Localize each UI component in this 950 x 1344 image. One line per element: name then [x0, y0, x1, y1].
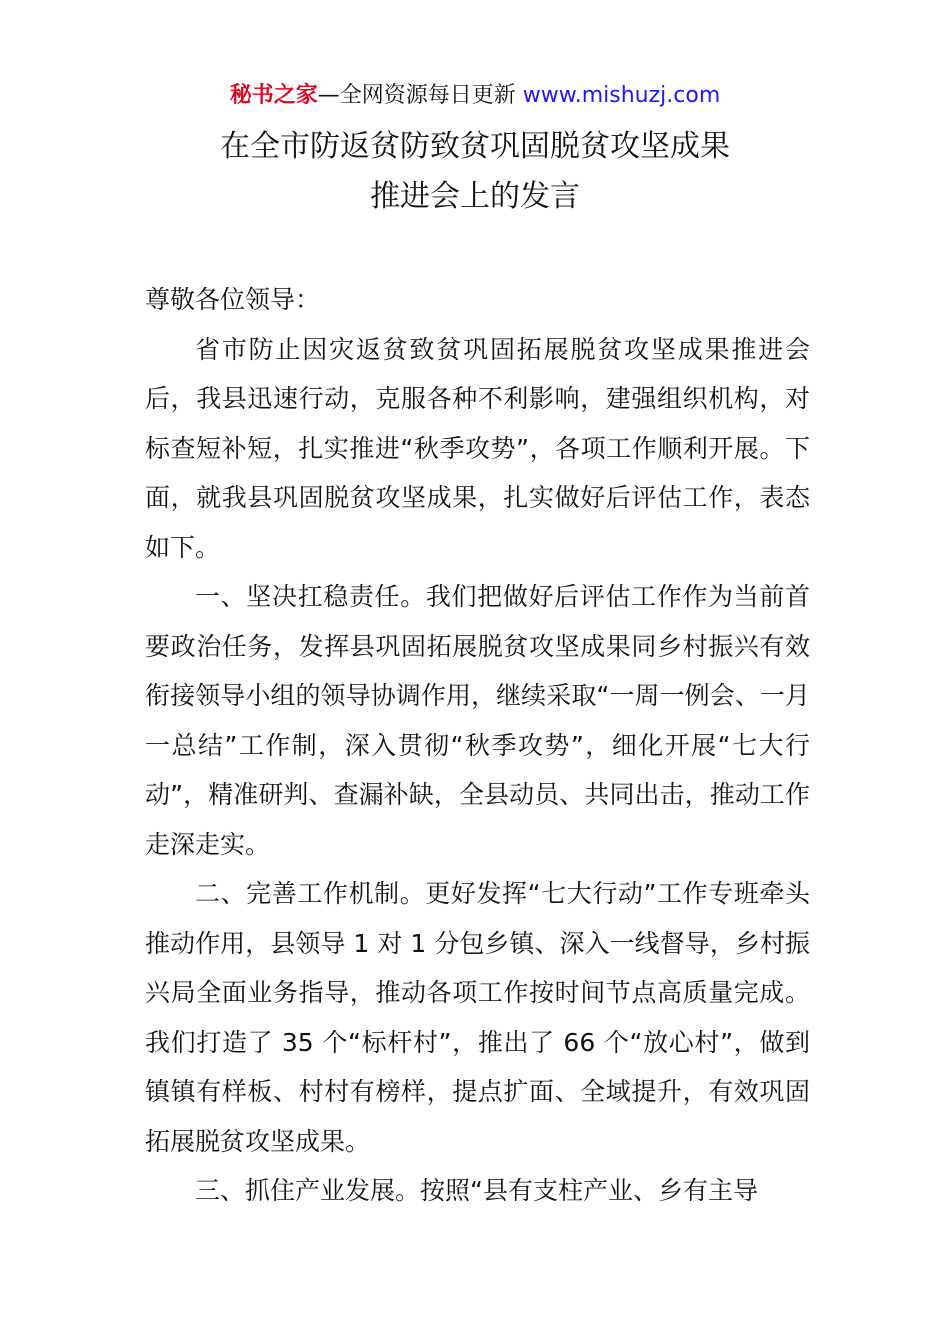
- paragraph-intro: 省市防止因灾返贫致贫巩固拓展脱贫攻坚成果推进会后，我县迅速行动，克服各种不利影响，建强组织机构，对标查短补短，扎实推进“秋季攻势”，各项工作顺利开展。下面，就我县巩固脱贫攻坚成果，扎实做好后评估工作，表态如下。: [145, 334, 810, 562]
- document-title-line-2: 推进会上的发言: [370, 179, 580, 214]
- paragraph-section-1: 一、坚决扛稳责任。我们把做好后评估工作作为当前首要政治任务，发挥县巩固拓展脱贫攻坚成果同乡村振兴有效衔接领导小组的领导协调作用，继续采取“一周一例会、一月一总结”工作制，深入贯彻“秋季攻势”，细化开展“七大行动”，精准研判、查漏补缺，全县动员、共同出击，推动工作走深走实。: [145, 582, 810, 859]
- banner-tagline: —全网资源每日更新: [317, 83, 523, 108]
- paragraph-section-3: 三、抓住产业发展。按照“县有支柱产业、乡有主导: [195, 1176, 758, 1205]
- brand-name: 秘书之家: [229, 83, 318, 108]
- document-body: [145, 275, 810, 1216]
- salutation: 尊敬各位领导：: [145, 285, 321, 314]
- site-url-link[interactable]: www.mishuzj.com: [522, 83, 721, 108]
- document-title-line-1: 在全市防返贫防致贫巩固脱贫攻坚成果: [220, 129, 730, 164]
- paragraph-section-2: 二、完善工作机制。更好发挥“七大行动”工作专班牵头推动作用，县领导 1 对 1 分包乡镇、深入一线督导，乡村振兴局全面业务指导，推动各项工作按时间节点高质量完成。我们打造了 35 个“标杆村”，推出了 66 个“放心村”，做到镇镇有样板、村村有榜样，提点扩面、全域提升，有效巩固拓展脱贫攻坚成果。: [145, 879, 810, 1156]
- site-banner: [0, 80, 950, 112]
